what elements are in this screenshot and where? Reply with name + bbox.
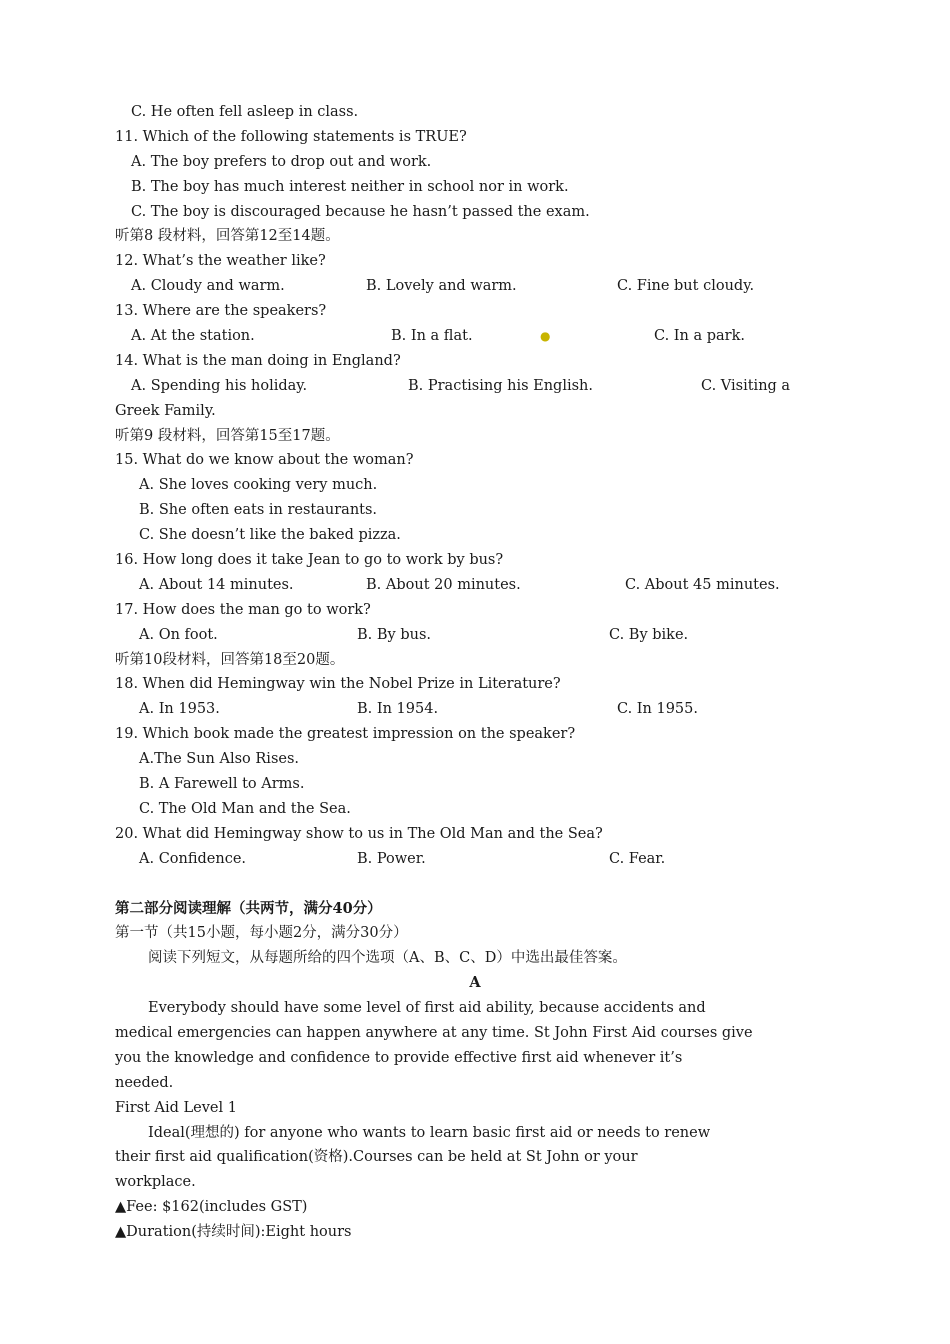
- q11-option-c: C. The boy is discouraged because he hasn’t passed the exam.: [131, 203, 590, 220]
- q19-option-c: C. The Old Man and the Sea.: [139, 800, 351, 817]
- q20-option-b: B. Power.: [357, 850, 426, 867]
- q13-stem: 13. Where are the speakers?: [115, 303, 327, 320]
- passage-paragraph-2-line-2: their first aid qualification(资格).Courses can be held at St John or your: [115, 1149, 638, 1166]
- q17-stem: 17. How does the man go to work?: [115, 601, 371, 618]
- spacer: [115, 872, 835, 897]
- q20-option-c: C. Fear.: [609, 850, 666, 867]
- exam-page: [115, 100, 835, 1245]
- reading-instructions: 阅读下列短文，从每题所给的四个选项（A、B、C、D）中选出最佳答案。: [148, 950, 627, 967]
- q12-option-b: B. Lovely and warm.: [366, 278, 517, 295]
- q14-option-b: B. Practising his English.: [408, 377, 593, 394]
- passage-paragraph-2-line-1: Ideal(理想的) for anyone who wants to learn basic first aid or needs to renew: [148, 1124, 711, 1141]
- section-1-heading: 第一节（共15小题，每小题2分，满分30分）: [115, 925, 408, 942]
- q18-options: [115, 697, 835, 722]
- q14-option-a: A. Spending his holiday.: [131, 377, 308, 394]
- q17-option-b: B. By bus.: [357, 626, 432, 643]
- q15-option-b: B. She often eats in restaurants.: [139, 502, 378, 519]
- q15-option-c: C. She doesn’t like the baked pizza.: [139, 527, 401, 544]
- q19-option-a: A.The Sun Also Rises.: [139, 751, 300, 768]
- q13-option-a: A. At the station.: [131, 328, 255, 345]
- q12-options: [115, 274, 835, 299]
- q14-option-c: C. Visiting a: [701, 377, 791, 394]
- q16-option-a: A. About 14 minutes.: [139, 576, 294, 593]
- section-10-heading: 听第10段材料，回答第18至20题。: [115, 651, 345, 668]
- q16-option-b: B. About 20 minutes.: [366, 576, 521, 593]
- q18-stem: 18. When did Hemingway win the Nobel Prize in Literature?: [115, 676, 561, 693]
- q11-option-a: A. The boy prefers to drop out and work.: [131, 153, 432, 170]
- passage-a-title: A: [469, 974, 481, 992]
- q12-option-c: C. Fine but cloudy.: [617, 278, 755, 295]
- q18-option-a: A. In 1953.: [139, 701, 220, 718]
- q11-option-b: B. The boy has much interest neither in school nor in work.: [131, 178, 569, 195]
- passage-paragraph-1-line-1: Everybody should have some level of first aid ability, because accidents and: [148, 1000, 706, 1017]
- passage-paragraph-2-line-3: workplace.: [115, 1174, 196, 1191]
- q17-options: [115, 623, 835, 648]
- q13-option-c: C. In a park.: [654, 328, 745, 345]
- q12-option-a: A. Cloudy and warm.: [131, 278, 285, 295]
- first-aid-level-1-heading: First Aid Level 1: [115, 1099, 237, 1116]
- q19-stem: 19. Which book made the greatest impression on the speaker?: [115, 726, 576, 743]
- q14-stem: 14. What is the man doing in England?: [115, 352, 401, 369]
- stray-dot: ●: [540, 329, 551, 344]
- q15-stem: 15. What do we know about the woman?: [115, 452, 414, 469]
- q10-option-c: C. He often fell asleep in class.: [131, 104, 359, 120]
- duration-item: ▲Duration(持续时间):Eight hours: [115, 1224, 352, 1241]
- q20-option-a: A. Confidence.: [139, 850, 247, 867]
- q16-options: [115, 573, 835, 598]
- q16-option-c: C. About 45 minutes.: [625, 576, 780, 593]
- q19-option-b: B. A Farewell to Arms.: [139, 776, 305, 793]
- q20-stem: 20. What did Hemingway show to us in The Old Man and the Sea?: [115, 825, 603, 842]
- section-9-heading: 听第9 段材料，回答第15至17题。: [115, 427, 340, 444]
- q18-option-b: B. In 1954.: [357, 701, 439, 718]
- q11-stem: 11. Which of the following statements is TRUE?: [115, 128, 467, 145]
- q20-options: [115, 847, 835, 872]
- q13-option-b: B. In a flat.: [391, 328, 473, 345]
- q16-stem: 16. How long does it take Jean to go to work by bus?: [115, 552, 504, 569]
- fee-item: ▲Fee: $162(includes GST): [115, 1199, 308, 1216]
- q14-option-c-continued: Greek Family.: [115, 402, 216, 419]
- q17-option-a: A. On foot.: [139, 626, 218, 643]
- q14-options: [115, 374, 835, 399]
- q17-option-c: C. By bike.: [609, 626, 689, 643]
- passage-paragraph-1-line-2: medical emergencies can happen anywhere at any time. St John First Aid courses give: [115, 1024, 753, 1041]
- passage-paragraph-1-line-3: you the knowledge and confidence to provide effective first aid whenever it’s: [115, 1049, 683, 1066]
- q15-option-a: A. She loves cooking very much.: [139, 477, 378, 494]
- passage-paragraph-1-line-4: needed.: [115, 1074, 174, 1091]
- section-8-heading: 听第8 段材料，回答第12至14题。: [115, 228, 340, 245]
- q12-stem: 12. What’s the weather like?: [115, 253, 326, 270]
- q13-options: [115, 324, 835, 349]
- part-2-heading: 第二部分阅读理解（共两节，满分40分）: [115, 899, 382, 917]
- q18-option-c: C. In 1955.: [617, 701, 698, 718]
